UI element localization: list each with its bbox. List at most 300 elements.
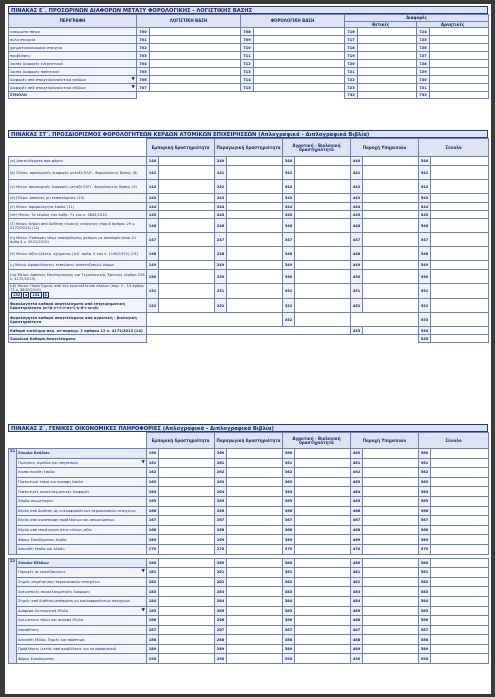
amount-field[interactable] [150, 36, 241, 44]
code-cell: 187 [147, 625, 159, 635]
col-commercial-header: Εμπορική δραστηριότητα [147, 139, 215, 157]
code-cell: 242 [215, 180, 227, 194]
amount-field[interactable] [431, 606, 489, 616]
amount-field[interactable] [254, 36, 345, 44]
row-label-text: (ιβ) Μείον: Ποσό ζημιάς από την εκμετάλλευση πλοίων (παρ. 9 - 13 άρθρο 73 ν. 3842/2010) [10, 284, 144, 292]
amount-field[interactable] [431, 313, 489, 327]
amount-field[interactable] [430, 52, 489, 60]
row-label-text: Διάφορα λειτουργικά έξοδα [18, 608, 69, 613]
amount-field[interactable] [363, 558, 419, 568]
code-cell: 715 [241, 84, 254, 92]
amount-field[interactable] [159, 535, 215, 545]
amount-field[interactable] [430, 84, 489, 92]
code-cell: 582 [419, 577, 431, 587]
amount-field[interactable] [227, 577, 283, 587]
amount-field[interactable] [430, 68, 489, 76]
amount-field[interactable] [227, 625, 283, 635]
amount-field[interactable] [227, 635, 283, 645]
amount-field[interactable] [431, 203, 489, 211]
amount-field[interactable] [159, 270, 215, 284]
amount-field[interactable] [295, 544, 351, 554]
code-cell: 453 [351, 327, 363, 335]
amount-field[interactable] [150, 44, 241, 52]
amount-field[interactable] [358, 44, 417, 52]
amount-field[interactable] [159, 299, 215, 313]
code-cell: 489 [351, 644, 363, 654]
amount-field[interactable] [254, 68, 345, 76]
amount-field[interactable] [295, 468, 351, 478]
table-z-row [9, 596, 489, 606]
amount-field[interactable] [159, 606, 215, 616]
code-cell: 548 [419, 247, 431, 261]
amount-field[interactable] [431, 496, 489, 506]
amount-field[interactable] [227, 166, 283, 180]
amount-field[interactable] [295, 596, 351, 606]
amount-field[interactable] [431, 525, 489, 535]
amount-field[interactable] [431, 558, 489, 568]
amount-field[interactable] [431, 219, 489, 233]
amount-field[interactable] [227, 496, 283, 506]
amount-field[interactable] [295, 654, 351, 664]
amount-field[interactable] [431, 157, 489, 166]
amount-field[interactable] [295, 219, 351, 233]
amount-field[interactable] [363, 449, 419, 459]
code-cell: 587 [419, 625, 431, 635]
amount-field[interactable] [363, 477, 419, 487]
code-cell: 144 [147, 203, 159, 211]
code-cell: 162 [147, 468, 159, 478]
amount-field[interactable] [295, 458, 351, 468]
amount-field[interactable] [358, 36, 417, 44]
code-cell: 368 [283, 525, 295, 535]
amount-field[interactable] [295, 525, 351, 535]
amount-field[interactable] [431, 211, 489, 219]
amount-field[interactable] [159, 458, 215, 468]
code-cell: 730 [417, 76, 430, 84]
amount-field[interactable] [159, 525, 215, 535]
amount-field[interactable] [358, 52, 417, 60]
amount-field[interactable] [295, 496, 351, 506]
table-st-row [9, 261, 489, 270]
amount-field[interactable] [431, 458, 489, 468]
amount-field[interactable] [295, 180, 351, 194]
code-cell: 190 [147, 654, 159, 664]
amount-field[interactable] [431, 654, 489, 664]
amount-field[interactable] [227, 194, 283, 203]
amount-field[interactable] [295, 449, 351, 459]
amount-field[interactable] [159, 625, 215, 635]
amount-field[interactable] [227, 270, 283, 284]
amount-field[interactable] [358, 60, 417, 68]
amount-field[interactable] [159, 635, 215, 645]
amount-field[interactable] [227, 233, 283, 247]
amount-field[interactable] [227, 203, 283, 211]
amount-field[interactable] [431, 194, 489, 203]
amount-field[interactable] [363, 157, 419, 166]
amount-field[interactable] [431, 166, 489, 180]
amount-field[interactable] [254, 60, 345, 68]
amount-field[interactable] [227, 616, 283, 626]
amount-field[interactable] [254, 44, 345, 52]
code-cell: 251 [215, 284, 227, 299]
amount-field[interactable] [430, 60, 489, 68]
amount-field[interactable] [159, 577, 215, 587]
amount-field[interactable] [363, 587, 419, 597]
amount-field[interactable] [363, 219, 419, 233]
table-e-row [9, 52, 489, 60]
table-e-row [9, 60, 489, 68]
row-label [17, 596, 147, 606]
amount-field[interactable] [159, 516, 215, 526]
amount-field[interactable] [159, 568, 215, 578]
amount-field[interactable] [159, 587, 215, 597]
row-label-text: (γ) Μείον: προσωρινές διαφορές μεταξύ ΕΛΠ - Φορολογικής Βάσης (9) [10, 184, 137, 189]
amount-field[interactable] [227, 506, 283, 516]
amount-field[interactable] [254, 76, 345, 84]
amount-field[interactable] [431, 477, 489, 487]
code-cell: 346 [283, 219, 295, 233]
amount-field[interactable] [254, 28, 345, 36]
amount-field[interactable] [159, 616, 215, 626]
amount-field[interactable] [431, 625, 489, 635]
amount-field[interactable] [363, 284, 419, 299]
mini-code-box[interactable]: β [44, 293, 47, 297]
amount-field[interactable] [431, 577, 489, 587]
amount-field[interactable] [363, 211, 419, 219]
code-cell: 268 [215, 525, 227, 535]
amount-field[interactable] [295, 487, 351, 497]
amount-field[interactable] [295, 606, 351, 616]
amount-field[interactable] [159, 284, 215, 299]
col-productive-header: Παραγωγική δραστηριότητα [215, 433, 283, 449]
code-cell: 549 [419, 261, 431, 270]
amount-field[interactable] [431, 449, 489, 459]
amount-field[interactable] [295, 616, 351, 626]
amount-field[interactable] [363, 596, 419, 606]
table-st-row [9, 247, 489, 261]
amount-field[interactable] [159, 468, 215, 478]
row-label-text: Φόρος Εισοδήματος [18, 656, 55, 661]
code-cell: 443 [351, 194, 363, 203]
table-z-row [9, 535, 489, 545]
amount-field[interactable] [227, 568, 283, 578]
amount-field[interactable] [363, 458, 419, 468]
amount-field[interactable] [431, 544, 489, 554]
amount-field[interactable] [430, 44, 489, 52]
amount-field[interactable] [227, 180, 283, 194]
amount-field[interactable] [159, 180, 215, 194]
amount-field[interactable] [363, 616, 419, 626]
code-cell: 451 [351, 284, 363, 299]
code-cell: 444 [351, 203, 363, 211]
amount-field[interactable] [227, 587, 283, 597]
amount-field[interactable] [431, 180, 489, 194]
amount-field[interactable] [227, 525, 283, 535]
code-cell: 352 [283, 313, 295, 327]
amount-field[interactable] [295, 635, 351, 645]
code-cell: 465 [351, 496, 363, 506]
row-label [9, 28, 137, 36]
amount-field[interactable] [227, 654, 283, 664]
amount-field[interactable] [363, 468, 419, 478]
amount-field[interactable] [159, 219, 215, 233]
code-cell: 588 [419, 635, 431, 645]
amount-field[interactable] [431, 487, 489, 497]
amount-field[interactable] [363, 203, 419, 211]
amount-field[interactable] [295, 299, 351, 313]
code-cell: 589 [419, 644, 431, 654]
amount-field[interactable] [227, 299, 283, 313]
code-cell: 487 [351, 625, 363, 635]
amount-field[interactable] [363, 194, 419, 203]
code-cell: 463 [351, 477, 363, 487]
amount-field[interactable] [430, 36, 489, 44]
amount-field[interactable] [363, 644, 419, 654]
amount-field[interactable] [159, 233, 215, 247]
amount-field[interactable] [227, 261, 283, 270]
amount-field[interactable] [150, 68, 241, 76]
amount-field[interactable] [431, 568, 489, 578]
code-cell: 186 [147, 616, 159, 626]
amount-field[interactable] [358, 84, 417, 92]
amount-field[interactable] [227, 247, 283, 261]
mini-code-box[interactable]: 154 [32, 293, 40, 297]
amount-field[interactable] [295, 568, 351, 578]
amount-field[interactable] [159, 596, 215, 606]
amount-field[interactable] [227, 606, 283, 616]
amount-field[interactable] [159, 211, 215, 219]
amount-field[interactable] [295, 211, 351, 219]
amount-field[interactable] [159, 558, 215, 568]
amount-field[interactable] [431, 516, 489, 526]
amount-field[interactable] [431, 587, 489, 597]
expand-triangle-icon[interactable]: ▼ [141, 459, 145, 465]
amount-field[interactable] [159, 487, 215, 497]
mini-code-box[interactable]: α [25, 293, 28, 297]
amount-field[interactable] [358, 76, 417, 84]
amount-field[interactable] [159, 654, 215, 664]
expand-triangle-icon[interactable]: ▼ [131, 76, 135, 82]
amount-field[interactable] [363, 525, 419, 535]
amount-field[interactable] [363, 625, 419, 635]
code-cell: 563 [419, 477, 431, 487]
amount-field[interactable] [150, 76, 241, 84]
amount-field[interactable] [159, 496, 215, 506]
amount-field[interactable] [227, 558, 283, 568]
amount-field[interactable] [227, 449, 283, 459]
amount-field[interactable] [227, 157, 283, 166]
code-cell: 552 [419, 299, 431, 313]
code-cell: 482 [351, 577, 363, 587]
row-label-text: διαφορές από στοιχεία/αναλυτικά εσόδων [10, 77, 86, 82]
amount-field[interactable] [150, 28, 241, 36]
amount-field[interactable] [227, 284, 283, 299]
code-cell: 250 [215, 270, 227, 284]
amount-field[interactable] [431, 468, 489, 478]
row-label-text: Λοιπά συνήθη έσοδα [18, 470, 55, 475]
amount-field[interactable] [295, 261, 351, 270]
amount-field[interactable] [295, 535, 351, 545]
amount-field[interactable] [431, 270, 489, 284]
amount-field[interactable] [363, 535, 419, 545]
row-label [17, 506, 147, 516]
amount-field[interactable] [431, 327, 489, 335]
code-cell: 152 [147, 299, 159, 313]
amount-field[interactable] [295, 194, 351, 203]
amount-field[interactable] [295, 270, 351, 284]
amount-field[interactable] [363, 568, 419, 578]
row-label [17, 468, 147, 478]
code-cell: 390 [283, 654, 295, 664]
amount-field[interactable] [159, 166, 215, 180]
amount-field[interactable] [431, 247, 489, 261]
amount-field[interactable] [159, 544, 215, 554]
amount-field[interactable] [227, 211, 283, 219]
amount-field[interactable] [159, 261, 215, 270]
amount-field[interactable] [431, 335, 489, 343]
expand-triangle-icon[interactable]: ▼ [141, 607, 145, 613]
table-st-row [9, 299, 489, 313]
amount-field[interactable] [159, 506, 215, 516]
amount-field[interactable] [150, 84, 241, 92]
amount-field[interactable] [159, 203, 215, 211]
row-label [9, 233, 147, 247]
amount-field[interactable] [150, 52, 241, 60]
code-cell: 288 [215, 635, 227, 645]
code-cell: 486 [351, 616, 363, 626]
amount-field[interactable] [295, 247, 351, 261]
table-z-row [9, 506, 489, 516]
amount-field[interactable] [363, 327, 419, 335]
expand-triangle-icon[interactable]: ▼ [141, 569, 145, 575]
amount-field[interactable] [227, 644, 283, 654]
amount-field[interactable] [431, 233, 489, 247]
amount-field[interactable] [159, 449, 215, 459]
amount-field[interactable] [363, 270, 419, 284]
amount-field[interactable] [295, 625, 351, 635]
amount-field[interactable] [363, 496, 419, 506]
amount-field[interactable] [295, 587, 351, 597]
amount-field[interactable] [159, 194, 215, 203]
code-cell: 370 [283, 544, 295, 554]
code-cell: 450 [351, 270, 363, 284]
amount-field[interactable] [363, 261, 419, 270]
amount-field[interactable] [295, 313, 351, 327]
row-label-text: (θ) Μείον: Αξία ηλεκτρ. οχήματος (Α.Ε. άρθρ. 5 του ν. 1146/1972) (13) [10, 251, 138, 256]
code-cell: 149 [147, 261, 159, 270]
amount-field[interactable] [295, 577, 351, 587]
amount-field[interactable] [159, 247, 215, 261]
amount-field[interactable] [227, 535, 283, 545]
amount-field[interactable] [254, 84, 345, 92]
amount-field[interactable] [227, 477, 283, 487]
amount-field[interactable] [363, 516, 419, 526]
col-commercial-header: Εμπορική δραστηριότητα [147, 433, 215, 449]
amount-field[interactable] [227, 544, 283, 554]
amount-field[interactable] [295, 284, 351, 299]
amount-field[interactable] [295, 558, 351, 568]
amount-field[interactable] [363, 606, 419, 616]
amount-field[interactable] [159, 644, 215, 654]
amount-field[interactable] [431, 506, 489, 516]
amount-field[interactable] [363, 233, 419, 247]
code-cell: 544 [419, 203, 431, 211]
amount-field[interactable] [295, 166, 351, 180]
amount-field[interactable] [159, 157, 215, 166]
amount-field[interactable] [431, 535, 489, 545]
amount-field[interactable] [227, 487, 283, 497]
amount-field[interactable] [363, 247, 419, 261]
code-cell: 540 [419, 157, 431, 166]
amount-field[interactable] [431, 299, 489, 313]
code-cell: 281 [215, 568, 227, 578]
code-cell: 364 [283, 487, 295, 497]
amount-field[interactable] [430, 76, 489, 84]
amount-field[interactable] [363, 577, 419, 587]
amount-field[interactable] [363, 299, 419, 313]
code-cell: 551 [419, 284, 431, 299]
amount-field[interactable] [363, 487, 419, 497]
amount-field[interactable] [431, 635, 489, 645]
amount-field[interactable] [227, 219, 283, 233]
table-e [8, 14, 489, 99]
amount-field[interactable] [159, 477, 215, 487]
amount-field[interactable] [227, 458, 283, 468]
amount-field[interactable] [358, 68, 417, 76]
amount-field[interactable] [430, 28, 489, 36]
amount-field[interactable] [431, 596, 489, 606]
amount-field[interactable] [227, 516, 283, 526]
table-z-title: ΠΙΝΑΚΑΣ Ζ΄. ΓΕΝΙΚΕΣ ΟΙΚΟΝΟΜΙΚΕΣ ΠΛΗΡΟΦΟΡΙΕΣ (Απλογραφικά - Διπλογραφικά Βιβλία) [8, 424, 488, 432]
amount-field[interactable] [363, 166, 419, 180]
code-cell: 345 [283, 211, 295, 219]
expand-triangle-icon[interactable]: ▼ [131, 84, 135, 90]
amount-field[interactable] [431, 644, 489, 654]
table-z-row [9, 544, 489, 554]
amount-field[interactable] [363, 654, 419, 664]
amount-field[interactable] [431, 284, 489, 299]
amount-field[interactable] [363, 506, 419, 516]
amount-field[interactable] [254, 52, 345, 60]
code-cell: 543 [419, 194, 431, 203]
amount-field[interactable] [363, 635, 419, 645]
amount-field[interactable] [430, 92, 489, 99]
row-label [17, 525, 147, 535]
amount-field[interactable] [295, 157, 351, 166]
mini-code-box[interactable]: 152 [13, 293, 21, 297]
amount-field[interactable] [431, 261, 489, 270]
amount-field[interactable] [358, 92, 417, 99]
amount-field[interactable] [363, 180, 419, 194]
amount-field[interactable] [358, 28, 417, 36]
code-cell: 547 [419, 233, 431, 247]
amount-field[interactable] [295, 203, 351, 211]
row-label [17, 535, 147, 545]
amount-field[interactable] [295, 516, 351, 526]
row-label-text: Ζημιές επιμέτρησης περιουσιακών στοιχείων [18, 580, 100, 585]
amount-field[interactable] [363, 544, 419, 554]
amount-field[interactable] [295, 644, 351, 654]
amount-field[interactable] [227, 596, 283, 606]
amount-field[interactable] [295, 506, 351, 516]
amount-field[interactable] [295, 233, 351, 247]
amount-field[interactable] [431, 616, 489, 626]
amount-field[interactable] [227, 468, 283, 478]
table-e-title: ΠΙΝΑΚΑΣ Ε΄. ΠΡΟΣΩΡΙΝΩΝ ΔΙΑΦΟΡΩΝ ΜΕΤΑΞΥ ΦΟΡΟΛΟΓΙΚΗΣ - ΛΟΓΙΣΤΙΚΗΣ ΒΑΣΗΣ [8, 6, 488, 14]
table-e-row [9, 44, 489, 52]
amount-field[interactable] [295, 477, 351, 487]
amount-field[interactable] [150, 60, 241, 68]
